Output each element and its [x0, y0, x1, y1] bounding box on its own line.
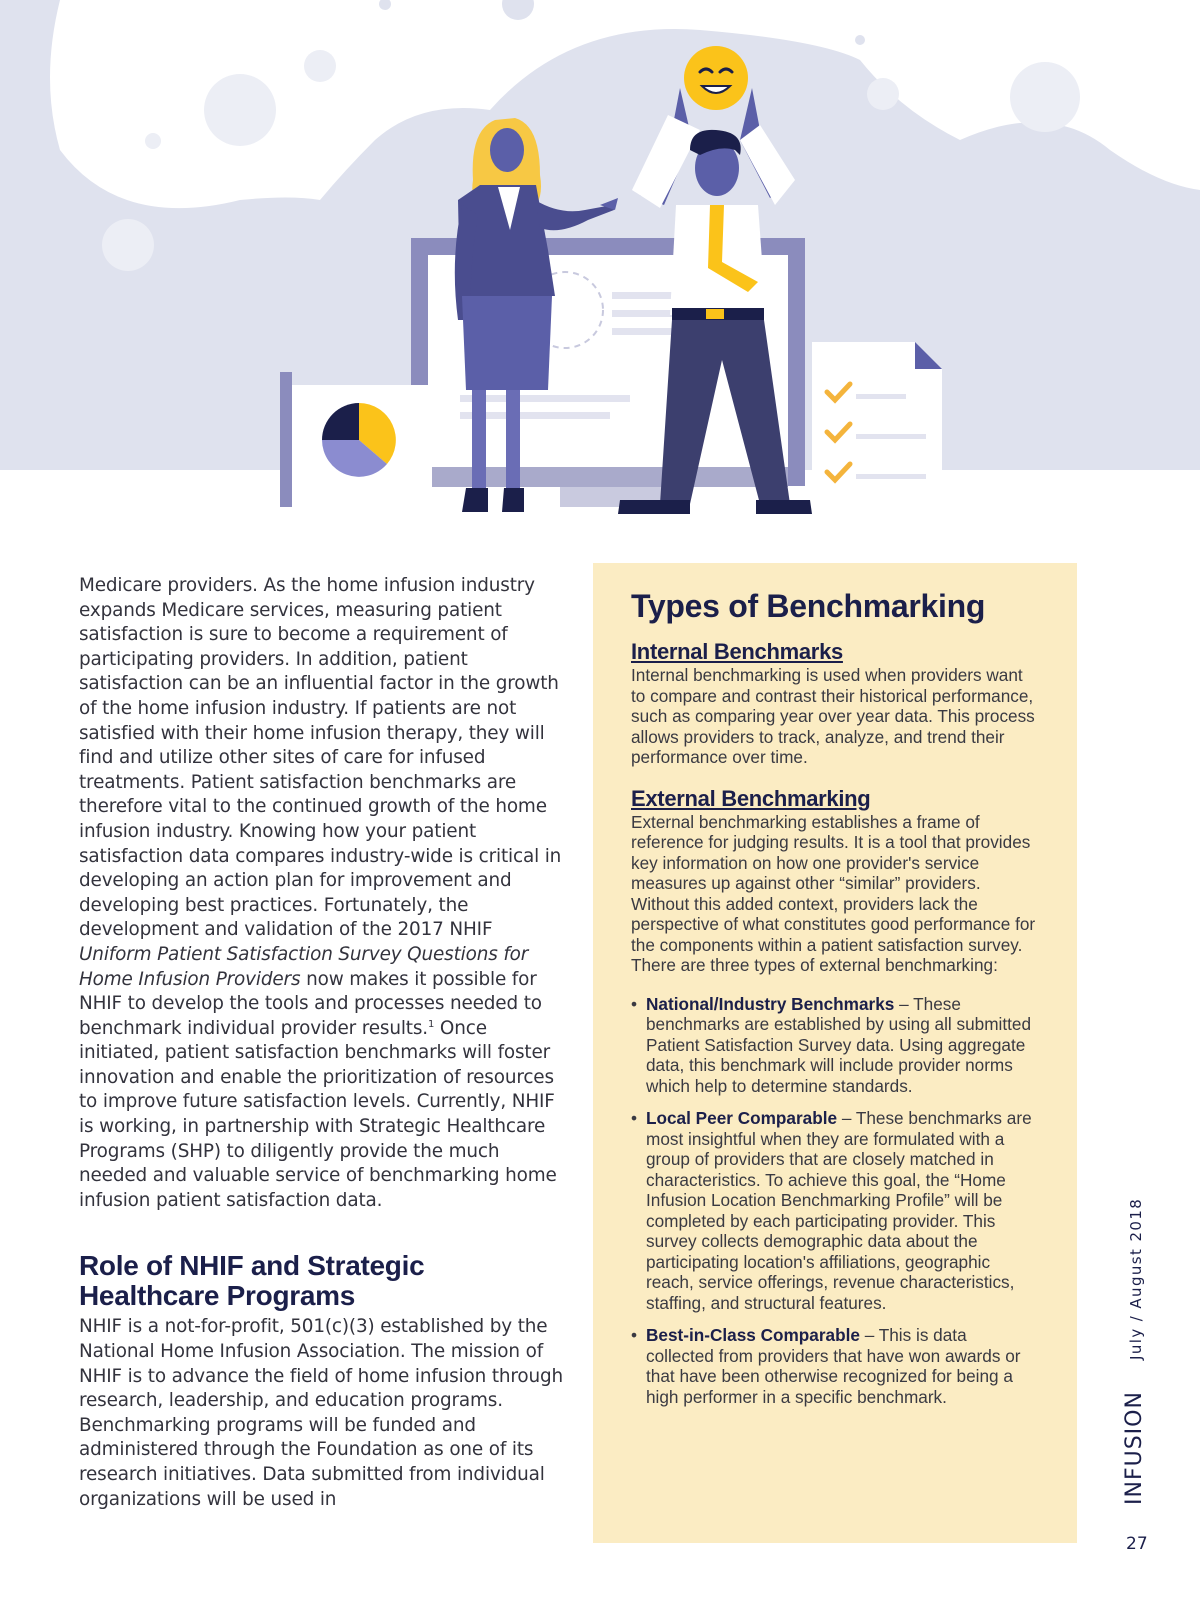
magazine-brand: INFUSION	[1122, 1391, 1147, 1505]
article-paragraph	[79, 574, 567, 1213]
bullet-icon: •	[631, 1325, 638, 1345]
smiley-emoji-icon	[684, 46, 748, 110]
italic-title: Uniform Patient Satisfaction Survey Questions for Home Infusion Providers	[79, 943, 529, 990]
text-run: Once initiated, patient satisfaction benchmarks will foster innovation and enable the prioritization of resources to improve future satisfaction levels. Currently, NHIF is working, in partnership with Strategic Healthcare Programs (SHP) to diligently provide the much needed and valuable service of benchmarking home infusion patient satisfaction data.	[79, 1017, 557, 1211]
external-benchmark-types-list	[631, 994, 1039, 1408]
pie-chart-icon	[322, 403, 396, 477]
text-run: now makes it possible for NHIF to develop the tools and processes needed to benchmark individual provider results.	[79, 968, 542, 1039]
list-item: • Local Peer Comparable – These benchmarks are most insightful when they are formulated with a group of providers that are closely matched in characteristics. To achieve this goal, the “Home Infusion Location Benchmarking Profile” will be completed by each participating provider. This survey collects demographic data about the participating location's affiliations, geographic reach, service offerings, revenue characteristics, staffing, and structural features.	[631, 1108, 1032, 1313]
footnote-marker: 1	[427, 1018, 435, 1030]
page-number: 27	[1126, 1534, 1148, 1554]
pie-chart-card	[280, 372, 432, 510]
internal-benchmarks-text: Internal benchmarking is used when providers want to compare and contrast their historical performance, such as comparing year over year data. This process allows providers to track, analyze, and trend their performance over time.	[631, 665, 1035, 767]
text-run: Medicare providers. As the home infusion industry expands Medicare services, measuring patient satisfaction is sure to become a requirement of participating providers. In addition, patient satisfaction can be an influential factor in the growth of the home infusion industry. If patients are not satisfied with their home infusion therapy, they will find and utilize other sites of care for infused treatments. Patient satisfaction benchmarks are therefore vital to the continued growth of the home infusion industry. Knowing how your patient satisfaction data compares industry-wide is critical in developing an action plan for improvement and developing best practices. Fortunately, the development and validation of the 2017 NHIF	[79, 575, 562, 941]
bullet-icon: •	[631, 1108, 638, 1128]
article-paragraph: NHIF is a not-for-profit, 501(c)(3) established by the National Home Infusion Association. The mission of NHIF is to advance the field of home infusion through research, leadership, and education programs. Benchmarking programs will be funded and administered through the Foundation as one of its research initiatives. Data submitted from individual organizations will be used in	[79, 1316, 564, 1510]
list-item: • Best-in-Class Comparable – This is data collected from providers that have won awards or that have been otherwise recognized for being a high performer in a specific benchmark.	[631, 1325, 1021, 1407]
hero-illustration	[0, 0, 1200, 520]
sidebar-title: Types of Benchmarking	[631, 588, 986, 624]
internal-benchmarks-heading: Internal Benchmarks	[631, 639, 843, 664]
main-article-column	[79, 574, 567, 1512]
issue-date: July / August 2018	[1127, 1197, 1145, 1360]
section-heading: Role of NHIF and Strategic Healthcare Programs	[79, 1250, 425, 1312]
checklist-icon	[812, 342, 942, 480]
list-item: • National/Industry Benchmarks – These benchmarks are established by using all submitted Patient Satisfaction Survey data. Using aggregate data, this benchmark will include provider norms which help to determine standards.	[631, 993, 1032, 1096]
bullet-icon: •	[631, 993, 638, 1014]
benchmarking-sidebar	[593, 563, 1077, 1543]
external-benchmarking-text: External benchmarking establishes a frame of reference for judging results. It is a tool that provides key information on how one provider's service measures up against other “similar” providers. Without this added context, providers lack the perspective of what constitutes good performance for the components within a patient satisfaction survey. There are three types of external benchmarking:	[631, 811, 1036, 975]
external-benchmarking-heading: External Benchmarking	[631, 785, 871, 811]
running-footer	[1122, 1198, 1147, 1505]
